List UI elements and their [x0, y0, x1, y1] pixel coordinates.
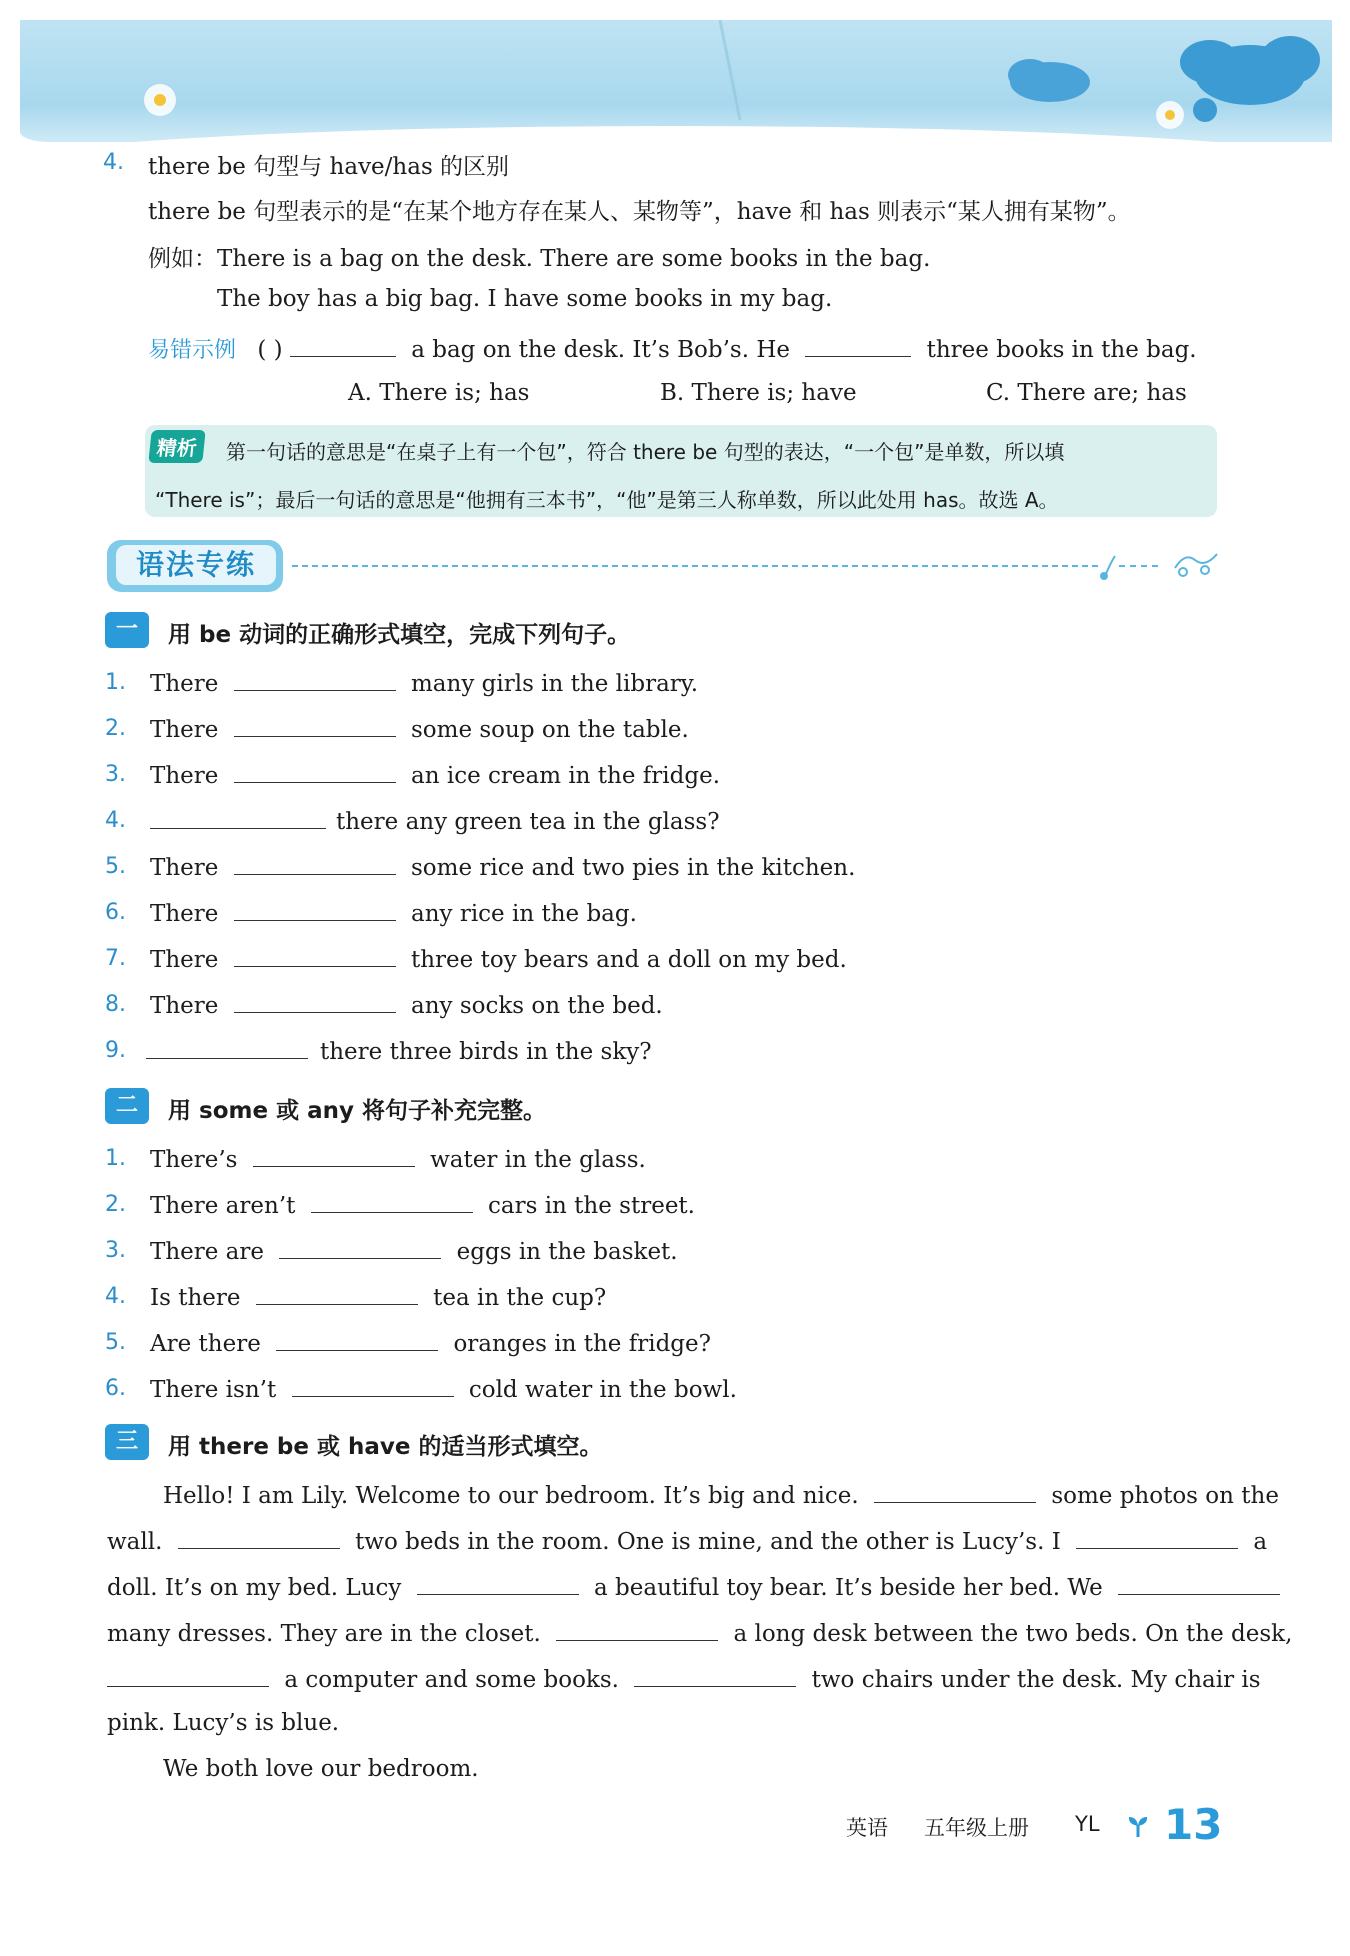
list-item	[150, 806, 720, 835]
question-part-1: a bag on the desk. It’s Bob’s. He	[411, 337, 790, 363]
header-banner	[20, 20, 1332, 142]
passage-text: some photos on the	[1051, 1483, 1279, 1509]
item-prefix: There	[150, 947, 219, 973]
answer-blank[interactable]	[178, 1526, 340, 1549]
item-suffix: many girls in the library.	[411, 671, 699, 697]
item-suffix: cars in the street.	[488, 1193, 695, 1219]
answer-blank[interactable]	[417, 1572, 579, 1595]
item-number: 4.	[105, 808, 126, 833]
item-suffix: three toy bears and a doll on my bed.	[411, 947, 847, 973]
part-3-badge: 三	[105, 1424, 149, 1460]
item-prefix: Is there	[150, 1285, 241, 1311]
list-item	[150, 1282, 606, 1311]
item-number: 5.	[105, 1330, 126, 1355]
list-item	[146, 1036, 652, 1065]
answer-paren: ( )	[257, 337, 283, 363]
list-item	[150, 1144, 646, 1173]
answer-blank[interactable]	[234, 944, 396, 967]
section-banner	[107, 540, 283, 592]
answer-blank[interactable]	[1118, 1572, 1280, 1595]
item-prefix: There isn’t	[150, 1377, 277, 1403]
passage-text: wall.	[107, 1529, 163, 1555]
music-note-icon	[1095, 548, 1225, 584]
answer-blank[interactable]	[234, 760, 396, 783]
list-item	[150, 714, 689, 743]
item-prefix: There	[150, 993, 219, 1019]
passage-text: doll. It’s on my bed. Lucy	[107, 1575, 402, 1601]
item-suffix: some rice and two pies in the kitchen.	[411, 855, 856, 881]
answer-blank[interactable]	[256, 1282, 418, 1305]
option-a: A. There is; has	[348, 380, 530, 406]
item-number: 8.	[105, 992, 126, 1017]
item-prefix: There	[150, 855, 219, 881]
passage-line-5	[107, 1664, 1261, 1693]
question-part-2: three books in the bag.	[926, 337, 1197, 363]
example-line-1	[148, 240, 930, 273]
answer-blank[interactable]	[805, 334, 911, 357]
item-prefix: There are	[150, 1239, 265, 1265]
item-suffix: there three birds in the sky?	[320, 1039, 652, 1065]
item-prefix: There	[150, 763, 219, 789]
passage-line-2	[107, 1526, 1267, 1555]
item-prefix: There’s	[150, 1147, 238, 1173]
example-text-1: There is a bag on the desk. There are some books in the bag.	[217, 246, 931, 272]
option-b: B. There is; have	[660, 380, 857, 406]
part-2-badge: 二	[105, 1088, 149, 1124]
passage-text: two chairs under the desk. My chair is	[811, 1667, 1261, 1693]
grammar-point-number: 4.	[103, 150, 124, 175]
item-suffix: an ice cream in the fridge.	[411, 763, 721, 789]
item-number: 2.	[105, 716, 126, 741]
item-number: 9.	[105, 1038, 126, 1063]
answer-blank[interactable]	[253, 1144, 415, 1167]
part-3-title: 用 there be 或 have 的适当形式填空。	[168, 1434, 603, 1460]
grammar-point-title: there be 句型与 have/has 的区别	[148, 154, 510, 180]
item-number: 4.	[105, 1284, 126, 1309]
common-error-question	[148, 333, 1197, 364]
list-item	[150, 1374, 737, 1403]
list-item	[150, 898, 637, 927]
item-suffix: any socks on the bed.	[411, 993, 663, 1019]
part-2-title: 用 some 或 any 将句子补充完整。	[168, 1098, 546, 1124]
answer-blank[interactable]	[292, 1374, 454, 1397]
item-prefix: There	[150, 671, 219, 697]
option-c: C. There are; has	[986, 380, 1187, 406]
item-suffix: water in the glass.	[430, 1147, 646, 1173]
answer-blank[interactable]	[234, 668, 396, 691]
answer-blank[interactable]	[1076, 1526, 1238, 1549]
list-item	[150, 760, 720, 789]
passage-text: Hello! I am Lily. Welcome to our bedroom. It’s big and nice.	[163, 1483, 859, 1509]
answer-blank[interactable]	[234, 852, 396, 875]
footer-grade: 五年级上册	[924, 1816, 1029, 1840]
item-prefix: There	[150, 717, 219, 743]
list-item	[150, 852, 855, 881]
answer-blank[interactable]	[234, 990, 396, 1013]
footer-edition: YL	[1075, 1812, 1100, 1836]
list-item	[150, 668, 698, 697]
answer-blank[interactable]	[634, 1664, 796, 1687]
analysis-label: 精析	[148, 430, 205, 463]
answer-blank[interactable]	[290, 334, 396, 357]
page-number: 13	[1164, 1800, 1223, 1849]
item-suffix: any rice in the bag.	[411, 901, 637, 927]
answer-blank[interactable]	[556, 1618, 718, 1641]
answer-blank[interactable]	[234, 898, 396, 921]
list-item	[150, 1190, 695, 1219]
grammar-explanation: there be 句型表示的是“在某个地方存在某人、某物等”，have 和 has 则表示“某人拥有某物”。	[148, 199, 1131, 225]
item-prefix: There aren’t	[150, 1193, 296, 1219]
banner-illustration	[20, 20, 1332, 142]
item-number: 3.	[105, 1238, 126, 1263]
passage-text: two beds in the room. One is mine, and the other is Lucy’s. I	[355, 1529, 1061, 1555]
item-number: 6.	[105, 900, 126, 925]
passage-text: a long desk between the two beds. On the desk,	[733, 1621, 1293, 1647]
item-suffix: there any green tea in the glass?	[336, 809, 720, 835]
item-prefix: There	[150, 901, 219, 927]
list-item	[150, 990, 663, 1019]
answer-blank[interactable]	[276, 1328, 438, 1351]
passage-text: a beautiful toy bear. It’s beside her bed. We	[594, 1575, 1103, 1601]
item-number: 3.	[105, 762, 126, 787]
passage-line-1	[163, 1480, 1279, 1509]
passage-text: many dresses. They are in the closet.	[107, 1621, 541, 1647]
item-suffix: some soup on the table.	[411, 717, 689, 743]
item-prefix: Are there	[150, 1331, 261, 1357]
item-number: 7.	[105, 946, 126, 971]
item-suffix: oranges in the fridge?	[453, 1331, 711, 1357]
item-number: 2.	[105, 1192, 126, 1217]
item-suffix: cold water in the bowl.	[468, 1377, 737, 1403]
answer-blank[interactable]	[311, 1190, 473, 1213]
answer-blank[interactable]	[234, 714, 396, 737]
passage-line-6: pink. Lucy’s is blue.	[107, 1710, 340, 1736]
item-suffix: tea in the cup?	[433, 1285, 607, 1311]
item-number: 5.	[105, 854, 126, 879]
analysis-line-1: 第一句话的意思是“在桌子上有一个包”，符合 there be 句型的表达，“一个包”是单数，所以填	[226, 440, 1065, 464]
answer-blank[interactable]	[150, 806, 326, 829]
answer-blank[interactable]	[279, 1236, 441, 1259]
passage-line-7: We both love our bedroom.	[163, 1756, 479, 1782]
item-number: 6.	[105, 1376, 126, 1401]
section-title: 语法专练	[116, 545, 276, 585]
example-line-2: The boy has a big bag. I have some books in my bag.	[217, 286, 833, 312]
answer-blank[interactable]	[107, 1664, 269, 1687]
leaf-icon	[1127, 1815, 1149, 1839]
part-1-badge: 一	[105, 612, 149, 648]
item-suffix: eggs in the basket.	[456, 1239, 678, 1265]
common-error-label: 易错示例	[148, 338, 237, 363]
passage-line-3	[107, 1572, 1280, 1601]
example-label: 例如：	[148, 246, 217, 272]
footer-subject: 英语	[846, 1816, 888, 1840]
section-divider	[292, 565, 1098, 567]
item-number: 1.	[105, 670, 126, 695]
analysis-line-2: “There is”；最后一句话的意思是“他拥有三本书”，“他”是第三人称单数，所以此处用 has。故选 A。	[155, 488, 1059, 512]
part-1-title: 用 be 动词的正确形式填空，完成下列句子。	[168, 622, 631, 648]
answer-blank[interactable]	[146, 1036, 308, 1059]
item-number: 1.	[105, 1146, 126, 1171]
list-item	[150, 1236, 678, 1265]
passage-text: a computer and some books.	[284, 1667, 619, 1693]
answer-blank[interactable]	[874, 1480, 1036, 1503]
passage-line-4	[107, 1618, 1292, 1647]
list-item	[150, 1328, 711, 1357]
passage-text: a	[1253, 1529, 1268, 1555]
list-item	[150, 944, 847, 973]
